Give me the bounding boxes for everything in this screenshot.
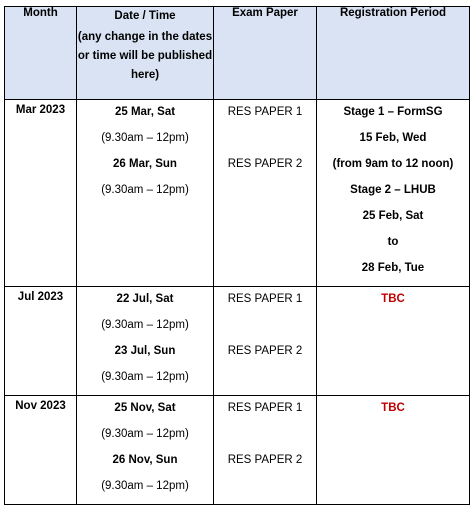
exam-time: (9.30am – 12pm) xyxy=(101,371,189,383)
exam-day: 25 Nov, Sat xyxy=(114,402,176,414)
exam-paper: RES PAPER 2 xyxy=(227,345,303,357)
exam-time: (9.30am – 12pm) xyxy=(101,184,189,196)
exam-paper: RES PAPER 1 xyxy=(227,402,303,414)
month-cell: Nov 2023 xyxy=(5,396,77,505)
exam-paper-cell xyxy=(214,100,317,287)
datetime-header-note-1: (any change in the dates xyxy=(77,31,213,43)
exam-day: 23 Jul, Sun xyxy=(114,345,176,357)
exam-day: 26 Mar, Sun xyxy=(113,158,177,170)
exam-time: (9.30am – 12pm) xyxy=(101,428,189,440)
registration-cell xyxy=(317,396,470,505)
datetime-cell xyxy=(77,396,214,505)
month-cell: Jul 2023 xyxy=(5,287,77,396)
table-row xyxy=(5,396,470,505)
exam-paper-header: Exam Paper xyxy=(214,7,317,100)
header-row xyxy=(5,7,470,100)
exam-time: (9.30am – 12pm) xyxy=(101,132,189,144)
registration-line: 28 Feb, Tue xyxy=(361,262,425,274)
datetime-cell xyxy=(77,287,214,396)
exam-paper: RES PAPER 2 xyxy=(227,158,303,170)
exam-paper: RES PAPER 1 xyxy=(227,106,303,118)
registration-header: Registration Period xyxy=(317,7,470,100)
registration-line: 25 Feb, Sat xyxy=(362,210,424,222)
registration-line: (from 9am to 12 noon) xyxy=(332,158,454,170)
registration-line: 15 Feb, Wed xyxy=(359,132,427,144)
exam-time: (9.30am – 12pm) xyxy=(101,319,189,331)
datetime-header-title: Date / Time xyxy=(114,10,176,22)
registration-cell xyxy=(317,100,470,287)
registration-cell xyxy=(317,287,470,396)
exam-paper-cell xyxy=(214,287,317,396)
month-cell: Mar 2023 xyxy=(5,100,77,287)
exam-day: 25 Mar, Sat xyxy=(114,106,176,118)
registration-line: to xyxy=(387,236,399,248)
datetime-header-note-3: here) xyxy=(130,69,160,81)
registration-status: TBC xyxy=(381,293,405,305)
table-header xyxy=(5,7,470,100)
exam-paper: RES PAPER 2 xyxy=(227,454,303,466)
datetime-header-note-2: or time will be published xyxy=(77,50,213,62)
datetime-cell xyxy=(77,100,214,287)
registration-status: TBC xyxy=(381,402,405,414)
table-row xyxy=(5,287,470,396)
exam-paper: RES PAPER 1 xyxy=(227,293,303,305)
month-header: Month xyxy=(5,7,77,100)
exam-schedule-table xyxy=(4,6,470,505)
exam-day: 22 Jul, Sat xyxy=(116,293,174,305)
exam-day: 26 Nov, Sun xyxy=(112,454,178,466)
exam-time: (9.30am – 12pm) xyxy=(101,480,189,492)
table-row xyxy=(5,100,470,287)
registration-line: Stage 2 – LHUB xyxy=(350,184,436,196)
exam-paper-cell xyxy=(214,396,317,505)
datetime-header xyxy=(77,7,214,100)
registration-line: Stage 1 – FormSG xyxy=(343,106,443,118)
